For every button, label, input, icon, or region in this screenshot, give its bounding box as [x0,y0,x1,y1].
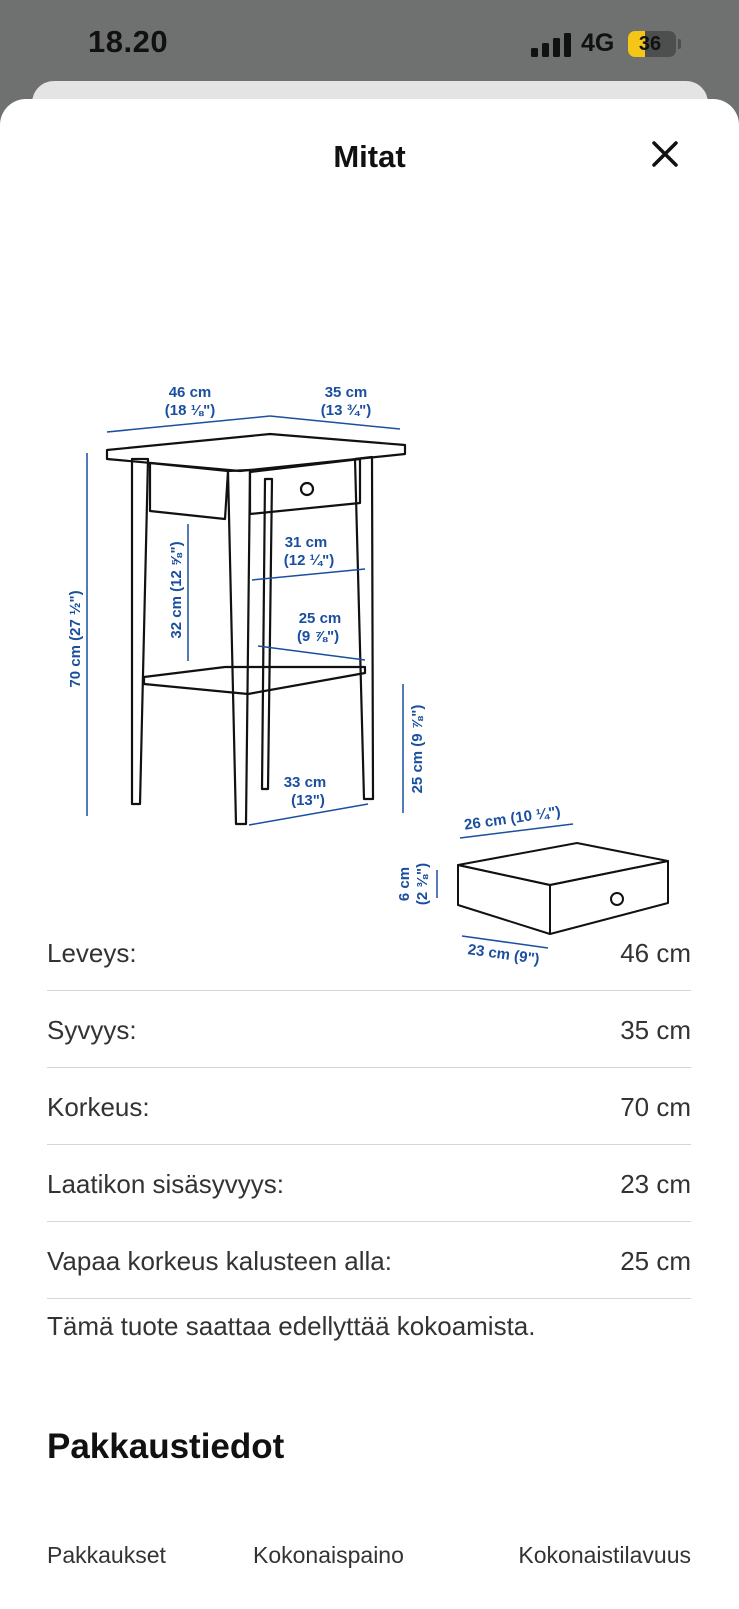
dimension-value: 35 cm [620,1014,691,1045]
dimension-value: 23 cm [620,1168,691,1199]
dimension-row-free-height [47,1222,691,1299]
close-button[interactable] [640,129,690,179]
dimension-row-depth [47,991,691,1068]
dimension-label: Syvyys: [47,1014,137,1045]
dimension-label: Leveys: [47,937,137,968]
label-drawer-width: 31 cm [284,534,328,551]
dimension-row-height [47,1068,691,1145]
label-drawer-box-width: 26 cm (10 ¼") [463,803,562,834]
label-leg-span: 33 cm [283,774,327,791]
dimensions-table [47,914,691,1299]
label-table-height: 70 cm (27 ½") [67,590,84,688]
label-inner-width-in: (9 ⅞") [296,628,340,645]
label-inner-width: 25 cm [298,610,342,627]
assembly-note: Tämä tuote saattaa edellyttää kokoamista. [47,1311,536,1341]
dimension-diagram [40,259,720,999]
packaging-header-volume: Kokonaistilavuus [518,1542,691,1568]
dimension-label: Korkeus: [47,1091,150,1122]
nightstand-drawing [107,434,405,824]
label-table-width-in: (18 ⅛") [164,402,216,419]
network-type: 4G [581,29,615,57]
label-table-depth: 35 cm [324,384,368,401]
label-drawer-width-in: (12 ¼") [283,552,335,569]
battery-level: 36 [638,33,662,55]
close-icon [640,129,690,179]
label-drawer-box-height: 6 cm [396,866,413,902]
label-drawer-box-depth: 23 cm (9") [466,941,541,968]
sheet-title: Mitat [333,139,406,174]
battery-tip [678,39,681,49]
dimension-value: 25 cm [620,1245,691,1276]
dimensions-sheet [0,99,739,1609]
dimension-value: 70 cm [620,1091,691,1122]
battery-icon [628,31,676,57]
status-bar [0,0,739,90]
packaging-header-weight: Kokonaispaino [253,1542,404,1568]
label-leg-span-in: (13") [291,792,325,809]
packaging-header-packages: Pakkaukset [47,1542,166,1568]
dimension-lines [87,416,573,948]
dimension-row-drawer-depth [47,1145,691,1222]
packaging-title: Pakkaustiedot [47,1427,285,1466]
dimension-label: Vapaa korkeus kalusteen alla: [47,1245,392,1276]
signal-icon [531,33,573,57]
dimension-value: 46 cm [620,937,691,968]
label-shelf-gap: 32 cm (12 ⅝") [168,541,185,639]
label-free-height: 25 cm (9 ⅞") [409,704,426,794]
dimension-row-width [47,914,691,991]
dimension-label: Laatikon sisäsyvyys: [47,1168,284,1199]
dimension-labels [67,384,562,968]
label-table-depth-in: (13 ¾") [320,402,372,419]
label-table-width: 46 cm [168,384,212,401]
status-time: 18.20 [88,24,169,59]
label-drawer-box-height-in: (2 ⅜") [414,862,431,906]
